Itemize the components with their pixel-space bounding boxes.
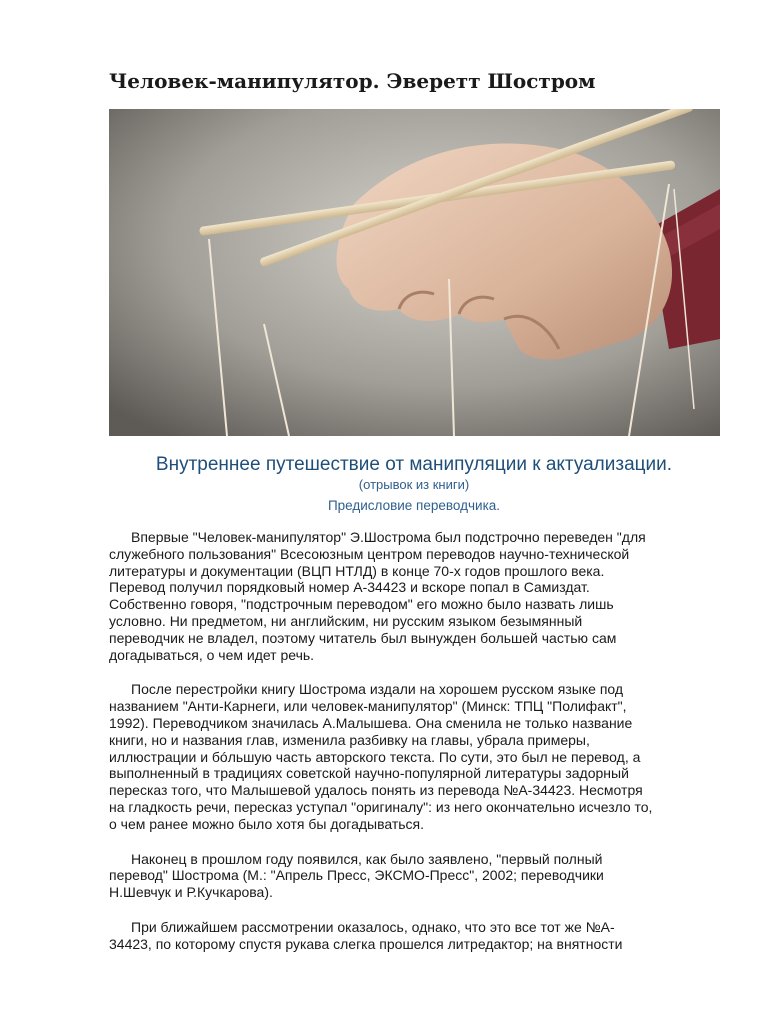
paragraph-4 bbox=[109, 919, 719, 953]
text-line: Наконец в прошлом году появился, как было заявлено, "первый полный bbox=[131, 850, 603, 867]
text-line: Собственно говоря, "подстрочным переводом" его можно было назвать лишь bbox=[109, 596, 614, 613]
text-line: выполненный в традициях советской научно-популярной литературы задорный bbox=[109, 765, 629, 782]
text-line: 1992). Переводчиком значилась А.Малышева. Она сменила не только название bbox=[109, 714, 633, 731]
paragraph-2 bbox=[109, 681, 719, 832]
text-line: перевод" Шострома (М.: "Апрель Пресс, ЭКСМО-Пресс", 2002; переводчики bbox=[109, 867, 604, 884]
text-line: 34423, по которому спустя рукава слегка прошелся литредактор; на внятности bbox=[109, 935, 623, 952]
paragraph-3 bbox=[109, 851, 719, 901]
text-line: Н.Шевчук и Р.Кучкарова). bbox=[109, 884, 273, 901]
text-line: на гладкость речи, пересказ уступал "оригиналу": из него окончательно исчезло то, bbox=[109, 798, 653, 815]
text-line: служебного пользования" Всесоюзным центром переводов научно-технической bbox=[109, 545, 630, 562]
text-line: догадываться, о чем идет речь. bbox=[109, 646, 315, 663]
excerpt-note: (отрывок из книги) bbox=[358, 477, 470, 492]
book-subtitle: Внутреннее путешествие от манипуляции к актуализации. bbox=[155, 454, 673, 475]
text-line: Впервые "Человек-манипулятор" Э.Шострома был подстрочно переведен "для bbox=[131, 529, 646, 545]
text-line: Перевод получил порядковый номер А-34423 и вскоре попал в Самиздат. bbox=[109, 579, 590, 596]
text-line: названием "Анти-Карнеги, или человек-манипулятор" (Минск: ТПЦ "Полифакт", bbox=[109, 698, 627, 715]
text-line: иллюстрации и бóльшую часть авторского текста. По сути, это был не перевод, а bbox=[109, 748, 641, 765]
puppeteer-hand-image bbox=[109, 109, 720, 436]
text-line: переводчик не владел, поэтому читатель был вынужден большей частью сам bbox=[109, 629, 617, 646]
text-line: После перестройки книгу Шострома издали на хорошем русском языке под bbox=[131, 681, 624, 698]
preface-heading: Предисловие переводчика. bbox=[327, 498, 501, 513]
text-line: о чем ранее можно было хотя бы догадываться. bbox=[109, 815, 425, 832]
text-line: пересказ того, что Малышевой удалось понять из перевода №А-34423. Несмотря bbox=[109, 782, 643, 799]
paragraph-1 bbox=[109, 529, 719, 663]
text-line: условно. Ни предметом, ни английским, ни русским языком безымянный bbox=[109, 612, 583, 629]
text-line: книги, но и названия глав, изменила разбивку на главы, убрала примеры, bbox=[109, 731, 590, 748]
text-line: При ближайшем рассмотрении оказалось, однако, что это все тот же №А- bbox=[131, 918, 615, 935]
page-title: Человек-манипулятор. Эверетт Шостром bbox=[109, 69, 596, 93]
text-line: литературы и документации (ВЦП НТЛД) в конце 70-х годов прошлого века. bbox=[109, 562, 605, 579]
body-text bbox=[109, 529, 719, 971]
